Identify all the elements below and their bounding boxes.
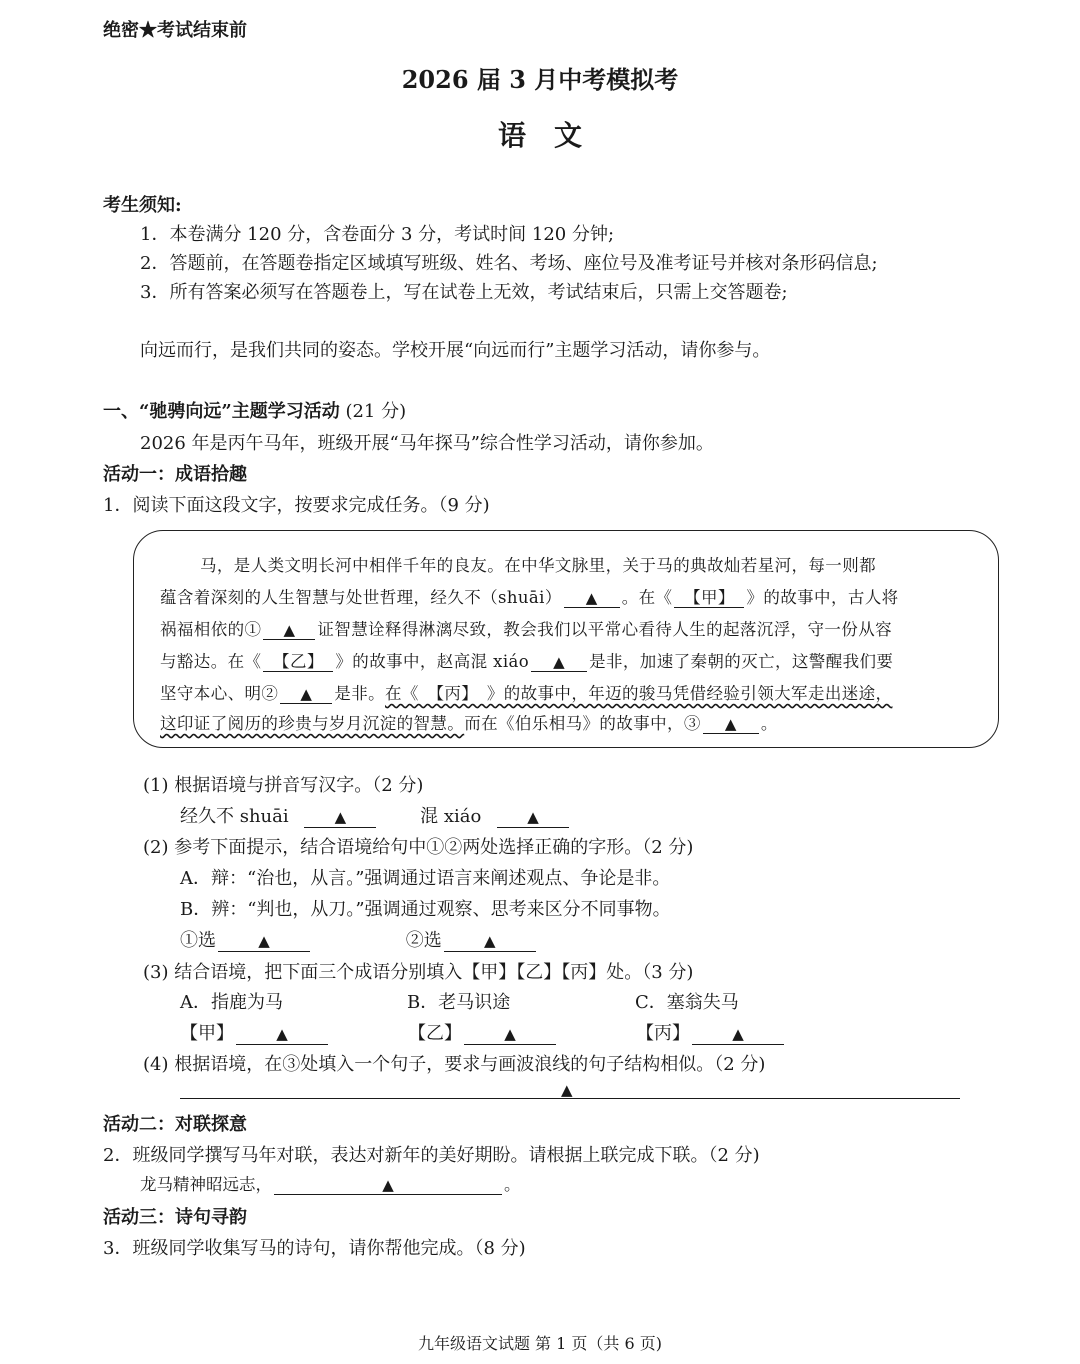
activity2-title: 活动二：对联探意 [103,1114,247,1135]
hint-b: B．辨：“判也，从刀。”强调通过观察、思考来区分不同事物。 [180,899,671,920]
triangle-mark: ▲ [724,715,737,733]
subq3-title: (3) 结合语境，把下面三个成语分别填入【甲】【乙】【丙】处。（3 分) [143,962,694,983]
answer-label: ②选 [405,930,442,951]
triangle-mark: ▲ [258,932,270,950]
wavy-sentence: 在《 【丙】 》的故事中，年迈的骏马凭借经验引领大军走出迷途， [385,684,893,703]
triangle-mark: ▲ [382,1176,394,1194]
triangle-mark: ▲ [585,589,598,607]
section1-score: (21 分) [345,401,407,422]
blank-yi[interactable] [263,653,333,672]
confidential-label: 绝密★考试结束前 [103,20,247,41]
answer-xiao-blank[interactable] [497,807,569,828]
triangle-mark: ▲ [334,808,347,826]
subq1-answers [180,802,571,828]
triangle-mark: ▲ [276,1025,288,1043]
option-a: A．指鹿为马 [180,992,283,1013]
passage-line [160,584,899,608]
triangle-mark: ▲ [300,685,313,703]
section1-heading [103,397,406,423]
intro-text: 向远而行，是我们共同的姿态。学校开展“向远而行”主题学习活动，请你参与。 [140,340,771,361]
notice-item: 2．答题前，在答题卷指定区域填写班级、姓名、考场、座位号及准考证号并核对条形码信息; [140,253,878,274]
option-b: B．老马识途 [407,992,511,1013]
triangle-mark: ▲ [504,1025,516,1043]
slot-yi-answer [408,1019,558,1045]
passage-text: 证智慧诠释得淋漓尽致，教会我们以平常心看待人生的起落沉浮，守一份从容 [317,620,893,639]
passage-line [160,680,892,704]
triangle-mark: ▲ [483,932,496,950]
blank-2[interactable] [280,685,332,704]
option-c: C．塞翁失马 [635,992,739,1013]
subq1-title: (1) 根据语境与拼音写汉字。（2 分) [143,775,424,796]
answer-bing-blank[interactable] [692,1024,784,1045]
section1-title: 一、“驰骋向远”主题学习活动 [103,401,340,422]
triangle-mark: ▲ [732,1025,744,1043]
lower-couplet-blank[interactable] [274,1176,502,1195]
passage-text: 。 [760,714,778,733]
hint-a: A．辩：“治也，从言。”强调通过语言来阐述观点、争论是非。 [180,868,671,889]
subject-title: 语 文 [497,119,582,152]
exam-title: 2026 届 3 月中考模拟考 [401,65,679,94]
slot-label: 【丙】 [636,1023,690,1044]
couplet-line [140,1171,521,1195]
answer-label: 混 xiáo [420,806,482,827]
subq2-title: (2) 参考下面提示，结合语境给句中①②两处选择正确的字形。（2 分) [143,837,694,858]
passage-line [160,648,893,672]
answer-choice-2-blank[interactable] [444,931,536,952]
notice-item: 1．本卷满分 120 分，含卷面分 3 分，考试时间 120 分钟; [140,224,615,245]
answer-label: 经久不 shuāi [180,806,289,827]
notice-item: 3．所有答案必须写在答题卷上，写在试卷上无效，考试结束后，只需上交答题卷; [140,282,788,303]
slot-yi: 【乙】 [273,652,324,671]
passage-text: 是非。 [334,684,386,703]
answer-yi-blank[interactable] [464,1024,556,1045]
answer-jia-blank[interactable] [236,1024,328,1045]
blank-3[interactable] [703,715,759,734]
question-3: 3．班级同学收集写马的诗句，请你帮他完成。（8 分) [103,1238,526,1259]
blank-shuai[interactable] [564,589,620,608]
subq2-answers [180,926,538,952]
page-footer: 九年级语文试题 第 1 页（共 6 页) [417,1334,663,1353]
notice-title: 考生须知: [103,195,182,216]
answer-label: ①选 [180,930,216,951]
slot-label: 【乙】 [408,1023,462,1044]
wavy-sentence: 这印证了阅历的珍贵与岁月沉淀的智慧。 [160,714,465,733]
triangle-mark: ▲ [561,1081,573,1099]
section1-intro: 2026 年是丙午马年，班级开展“马年探马”综合性学习活动，请你参加。 [140,433,714,454]
question-1: 1．阅读下面这段文字，按要求完成任务。（9 分) [103,495,490,516]
slot-jia-answer [180,1019,330,1045]
passage-text: 而在《伯乐相马》的故事中，③ [464,714,701,733]
passage-text: 与豁达。在《 [160,652,262,671]
answer-choice-1-blank[interactable] [218,931,310,952]
period: 。 [504,1175,521,1194]
passage-line: 马，是人类文明长河中相伴千年的良友。在中华文脉里，关于马的典故灿若星河，每一则都 [200,556,876,575]
triangle-mark: ▲ [283,621,296,639]
passage-text: 》的故事中，古人将 [746,588,899,607]
triangle-mark: ▲ [553,653,566,671]
activity1-title: 活动一：成语拾趣 [103,464,247,485]
passage-line [160,710,778,734]
passage-text: 坚守本心、明② [160,684,279,703]
passage-text: 》的故事中，赵高混 xiáo [335,652,530,671]
subq4-title: (4) 根据语境，在③处填入一个句子，要求与画波浪线的句子结构相似。（2 分) [143,1054,766,1075]
passage-text: 蕴含着深刻的人生智慧与处世哲理，经久不（shuāi） [160,588,562,607]
slot-jia: 【甲】 [684,588,735,607]
slot-label: 【甲】 [180,1023,234,1044]
passage-line [160,616,892,640]
upper-couplet: 龙马精神昭远志， [140,1175,272,1194]
blank-xiao[interactable] [531,653,587,672]
slot-bing-answer [636,1019,786,1045]
question-2: 2．班级同学撰写马年对联，表达对新年的美好期盼。请根据上联完成下联。（2 分) [103,1145,760,1166]
blank-jia[interactable] [674,589,744,608]
passage-text: 祸福相依的① [160,620,262,639]
answer-shuai-blank[interactable] [304,807,376,828]
passage-text: 是非，加速了秦朝的灭亡，这警醒我们要 [589,652,894,671]
blank-1[interactable] [263,621,315,640]
activity3-title: 活动三：诗句寻韵 [103,1207,247,1228]
passage-text: 。在《 [621,588,673,607]
triangle-mark: ▲ [527,808,539,826]
